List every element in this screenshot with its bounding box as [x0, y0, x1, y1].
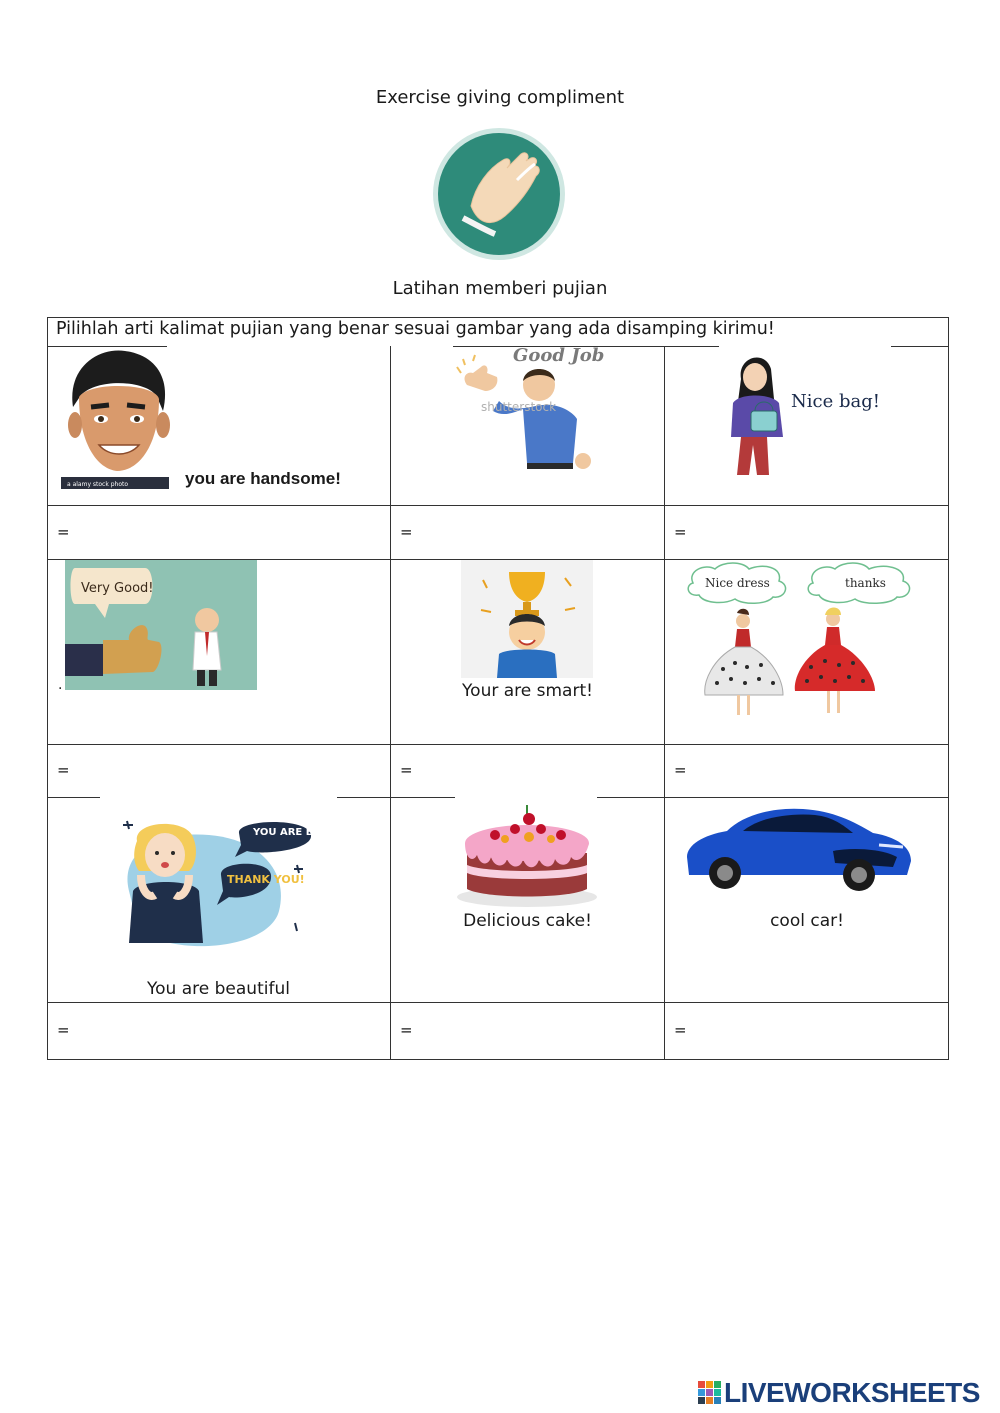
column-divider	[664, 346, 665, 1060]
watermark-text: a alamy stock photo	[67, 481, 129, 488]
caption-beautiful: You are beautiful	[147, 979, 290, 999]
thanks-text: thanks	[845, 576, 886, 590]
two-women-dresses-icon	[683, 563, 929, 721]
row-divider	[47, 797, 100, 798]
row-divider	[47, 505, 949, 506]
answer-field[interactable]: =	[674, 523, 687, 541]
table-border-top	[47, 317, 949, 318]
bubble-beautiful-text: YOU ARE BEAUTIFUL!	[253, 827, 373, 838]
smiling-man-icon	[59, 347, 171, 489]
page-title: Exercise giving compliment	[375, 87, 625, 108]
boy-with-trophy-icon	[461, 560, 593, 678]
instruction-text: Pilihlah arti kalimat pujian yang benar sesuai gambar yang ada disamping kirimu!	[56, 319, 775, 339]
bubble-thanks-text: THANK YOU!	[227, 873, 305, 886]
row-divider	[337, 797, 455, 798]
thumbs-up-man-icon	[453, 343, 603, 473]
brand-name: LIVEWORKSHEETS	[724, 1377, 980, 1408]
answer-field[interactable]: =	[57, 761, 70, 779]
watermark-text: shutterstock	[481, 400, 557, 414]
answer-field[interactable]: =	[400, 1021, 413, 1039]
thumbs-up-hand-icon	[65, 560, 257, 690]
liveworksheets-logo-icon	[698, 1381, 722, 1405]
table-border-right	[948, 317, 949, 1060]
blue-car-icon	[683, 801, 915, 893]
dot-mark: .	[58, 677, 63, 693]
caption-handsome: you are handsome!	[185, 469, 341, 488]
happy-girl-icon	[119, 811, 373, 953]
answer-field[interactable]: =	[400, 523, 413, 541]
exercise-table	[47, 317, 949, 1060]
page-subtitle: Latihan memberi pujian	[392, 278, 608, 299]
table-border-left	[47, 317, 48, 1060]
answer-field[interactable]: =	[400, 761, 413, 779]
good-job-text: Good Job	[513, 345, 605, 366]
table-border-bottom	[47, 1059, 949, 1060]
nice-dress-text: Nice dress	[705, 576, 770, 590]
brand-footer	[698, 1378, 980, 1408]
nice-bag-text: Nice bag!	[791, 391, 880, 412]
row-divider	[47, 1002, 949, 1003]
very-good-text: Very Good!	[81, 581, 154, 596]
caption-smart: Your are smart!	[462, 681, 593, 701]
answer-field[interactable]: =	[57, 523, 70, 541]
woman-with-bag-icon	[719, 349, 889, 479]
answer-field[interactable]: =	[57, 1021, 70, 1039]
column-divider	[390, 346, 391, 1060]
row-divider	[597, 797, 949, 798]
caption-car: cool car!	[770, 911, 844, 931]
clapping-hands-icon	[431, 126, 567, 262]
cake-icon	[455, 799, 599, 909]
answer-field[interactable]: =	[674, 761, 687, 779]
answer-field[interactable]: =	[674, 1021, 687, 1039]
caption-cake: Delicious cake!	[463, 911, 592, 931]
row-divider	[47, 744, 949, 745]
row-divider	[891, 346, 949, 347]
